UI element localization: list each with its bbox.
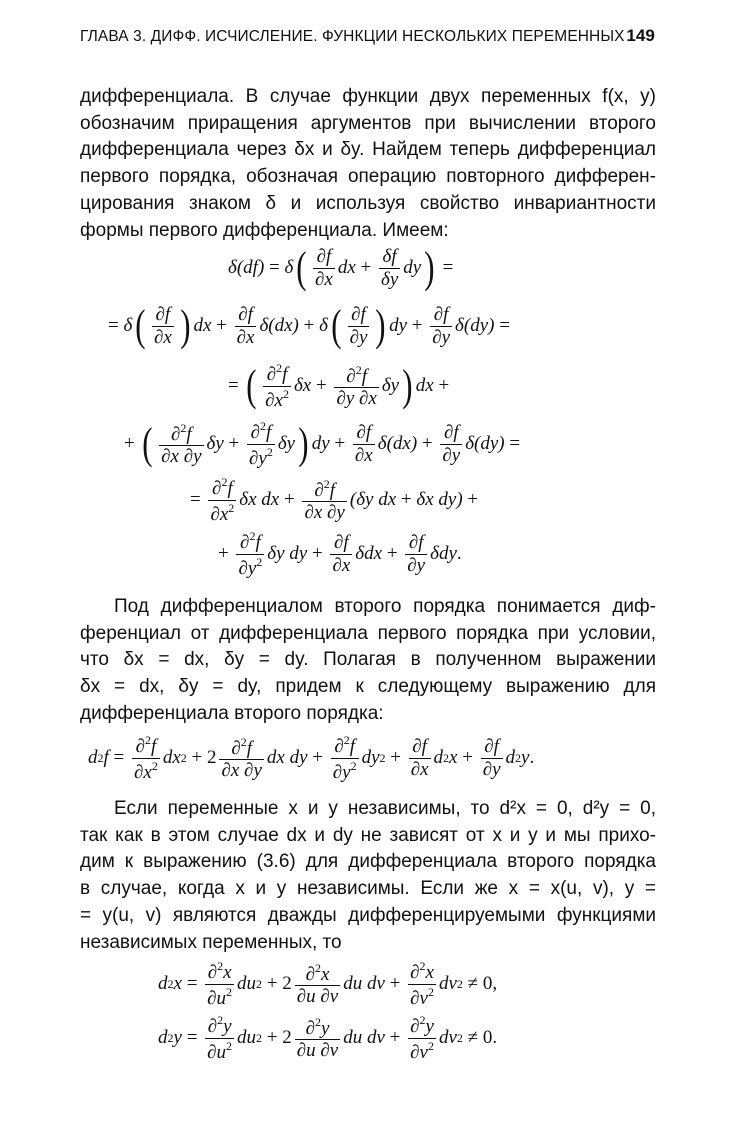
text-line: Если переменные x и y независимы, то d²x = 0, d²y = 0,	[114, 798, 656, 819]
text-line: Под дифференциалом второго порядка понимается диф-	[114, 596, 656, 617]
running-header	[80, 26, 655, 46]
text-line: дифференциала через δx и δy. Найдем теперь дифференциал	[80, 139, 656, 161]
text-line: первого порядка, обозначая операцию повторного дифферен-	[80, 166, 656, 188]
text-line: дим к выражению (3.6) для дифференциала второго порядка	[80, 851, 656, 873]
equation-line-6: + $\frac{\partial^2f}{\partial y^2}$ δy dy + $\frac{\partial f}{\partial x}$ δdx + $\frac{\partial f}{\partial y}$ δdy .	[218, 529, 462, 579]
text-line: в случае, когда x и y независимы. Если же x = x(u, v), y =	[80, 878, 656, 900]
text-line: так как в этом случае dx и dy не зависят от x и y и мы прихо-	[80, 824, 656, 846]
equation-d2y: d 2 y = $\frac{\partial^2y}{\partial u^2}$ du 2 + 2 $\frac{\partial^2y}{\partial u \partial v}$ du dv + $\frac{\partial^2y}{\partial v^2}$ dv 2 ≠ 0.	[158, 1013, 498, 1063]
text-line: что δx = dx, δy = dy. Полагая в полученном выражении	[80, 649, 656, 671]
equation-line-1: δ( df ) = δ ( $\frac{\partial f}{\partial x}$ dx + $\frac{\delta f}{\delta y}$ dy ) =	[228, 243, 454, 292]
paragraph-3	[80, 796, 656, 956]
text-line: дифференциала второго порядка:	[80, 702, 384, 724]
page-number: 149	[626, 26, 655, 45]
text-line: ференциал от дифференциала первого порядка при условии,	[80, 622, 656, 644]
chapter-title: ГЛАВА 3. ДИФФ. ИСЧИСЛЕНИЕ. ФУНКЦИИ НЕСКОЛЬКИХ ПЕРЕМЕННЫХ	[80, 28, 625, 45]
equation-line-2: = δ ( $\frac{\partial f}{\partial x}$ ) dx + $\frac{\partial f}{\partial x}$ δ(dx) + δ ( $\frac{\partial f}{\partial y}$ ) dy + $\frac{\partial f}{\partial y}$ δ(dy) =	[108, 301, 510, 350]
text-line: дифференциала. В случае функции двух переменных f(x, y)	[80, 86, 656, 107]
second-differential-equation: d 2 f = $\frac{\partial^2f}{\partial x^2}$ dx 2 + 2 $\frac{\partial^2f}{\partial x \partial y}$ dx dy + $\frac{\partial^2f}{\partial y^2}$ dy 2 + $\frac{\partial f}{\partial x}$ d 2 x + $\frac{\partial f}{\partial y}$ d 2 y .	[88, 733, 535, 783]
text-line: цирования знаком δ и используя свойство инвариантности	[80, 192, 656, 214]
paragraph-1	[80, 84, 656, 244]
paragraph-2	[80, 594, 656, 728]
text-line: δx = dx, δy = dy, придем к следующему выражению для	[80, 676, 656, 698]
text-line: обозначим приращения аргументов при вычислении второго	[80, 112, 656, 134]
equation-line-3: = ( $\frac{\partial^2f}{\partial x^2}$ δx + $\frac{\partial^2f}{\partial y \partial x}$ δy ) dx +	[228, 361, 450, 411]
text-line: независимых переменных, то	[80, 931, 342, 953]
equation-d2x: d 2 x = $\frac{\partial^2x}{\partial u^2}$ du 2 + 2 $\frac{\partial^2x}{\partial u \partial v}$ du dv + $\frac{\partial^2x}{\partial v^2}$ dv 2 ≠ 0,	[158, 959, 498, 1009]
equation-line-4: + ( $\frac{\partial^2f}{\partial x \partial y}$ δy + $\frac{\partial^2f}{\partial y^2}$ δy ) dy + $\frac{\partial f}{\partial x}$ δ(dx) + $\frac{\partial f}{\partial y}$ δ(dy) =	[124, 419, 521, 469]
equation-line-5: = $\frac{\partial^2f}{\partial x^2}$ δx dx + $\frac{\partial^2f}{\partial x \partial y}$ (δy dx + δx dy) +	[190, 475, 479, 525]
text-line: = y(u, v) являются дважды дифференцируемыми функциями	[80, 904, 656, 926]
text-line: формы первого дифференциала. Имеем:	[80, 219, 449, 241]
